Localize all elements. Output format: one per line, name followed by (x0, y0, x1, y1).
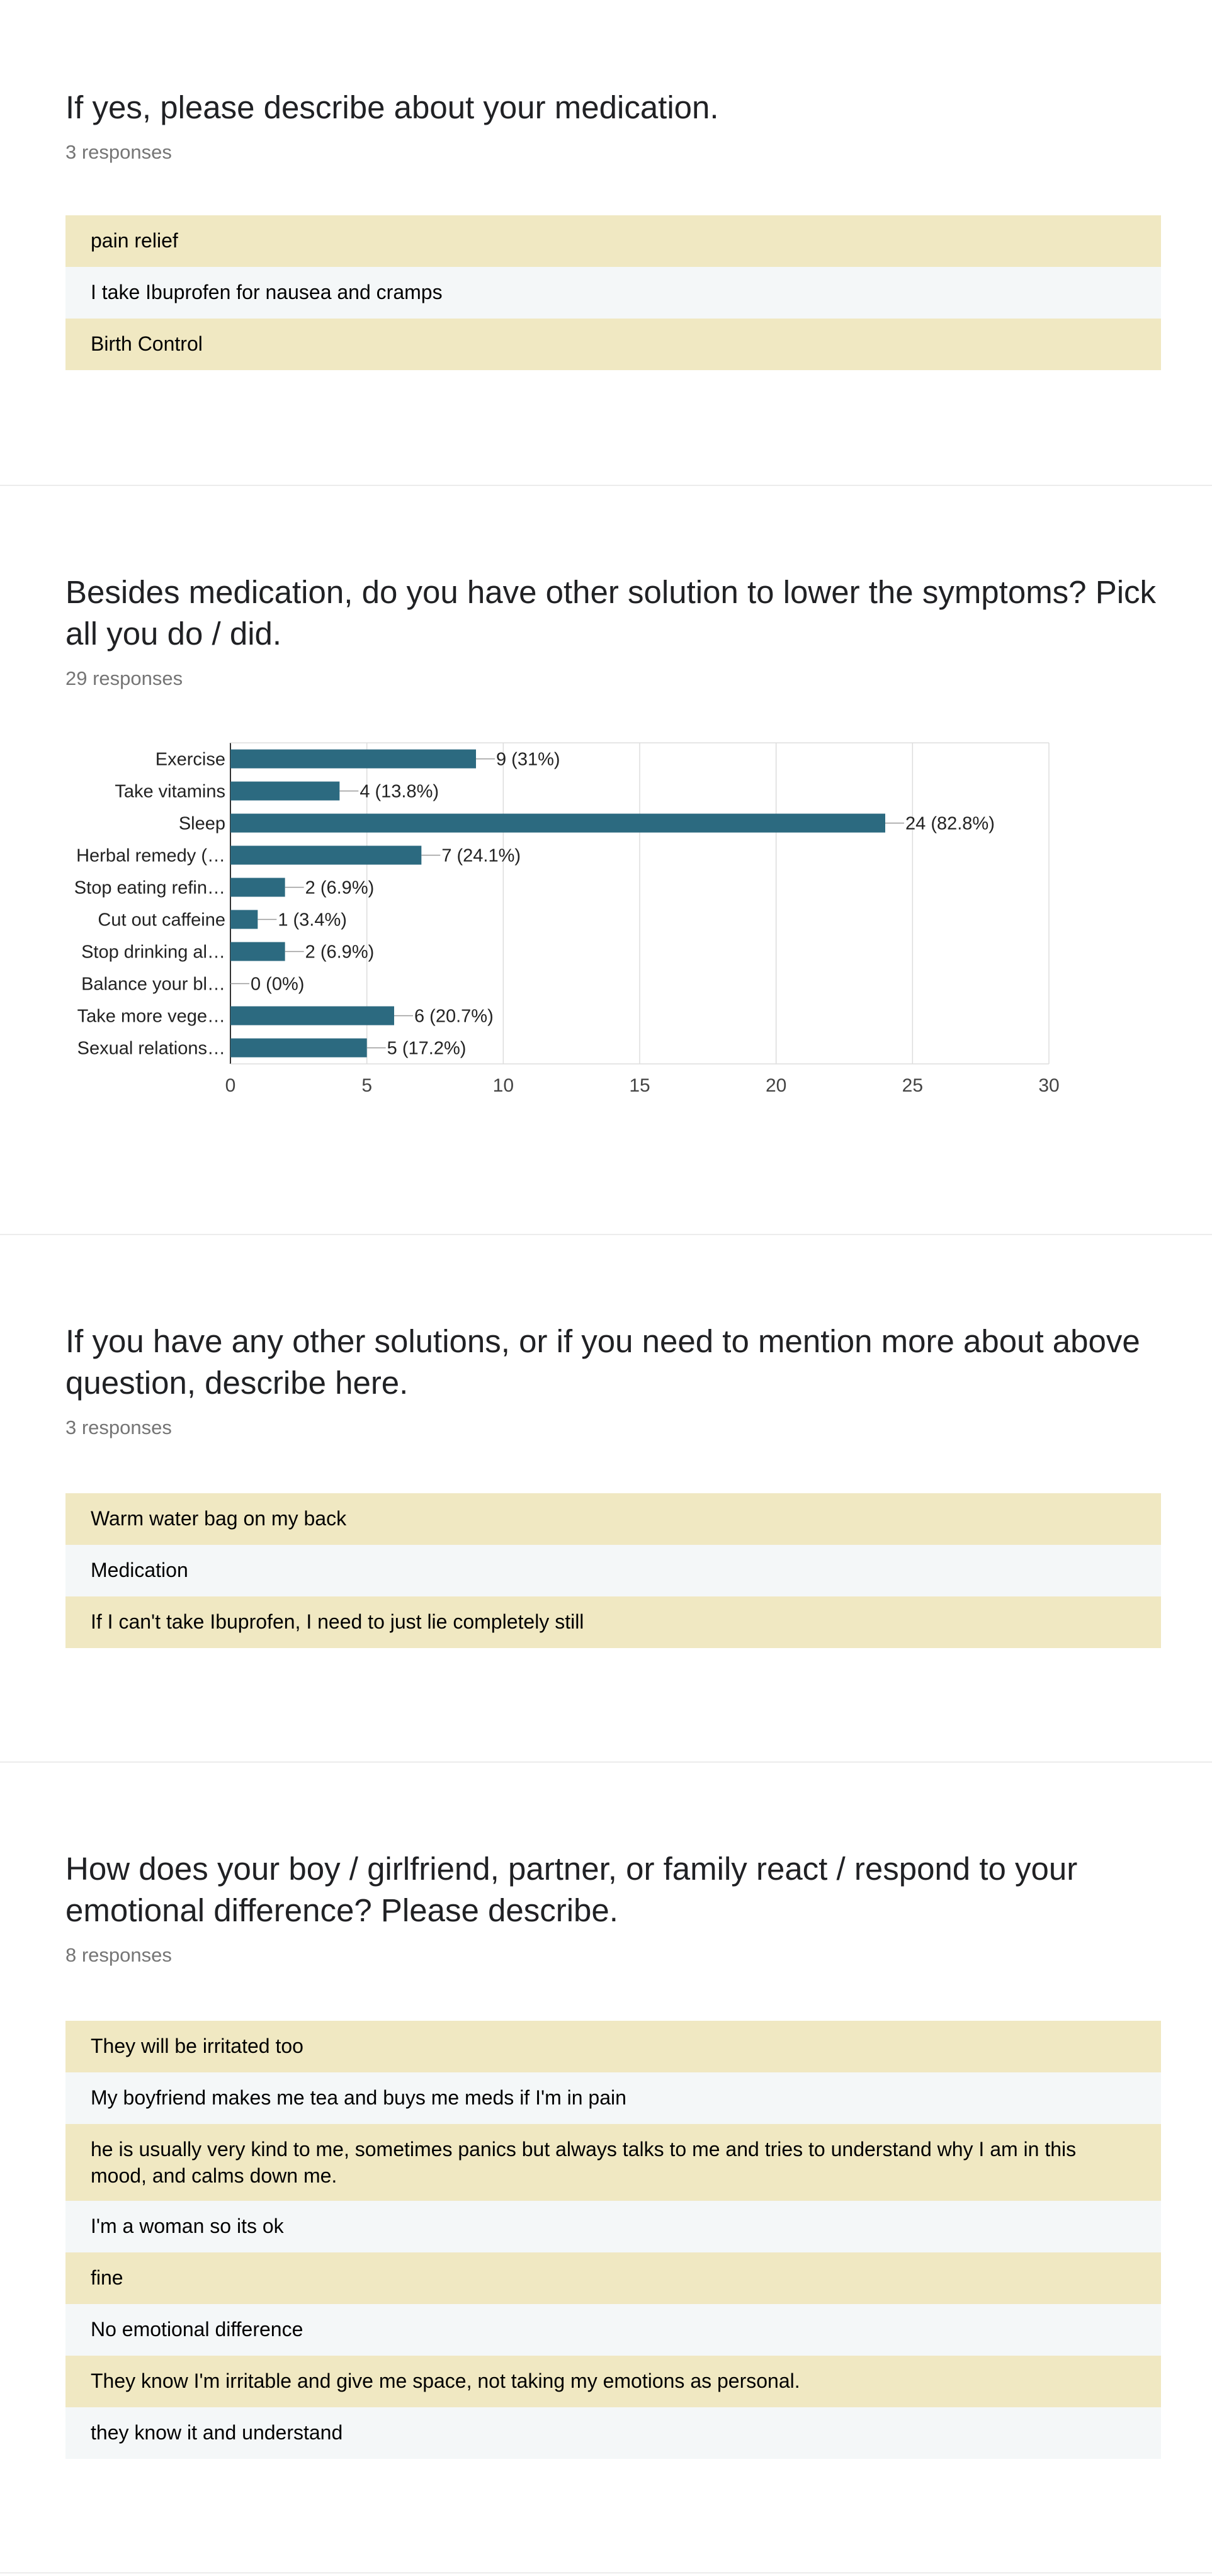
list-item: They know I'm irritable and give me space, not taking my emotions as personal. (65, 2356, 1161, 2407)
response-count: 29 responses (65, 667, 183, 689)
question-card-other-solutions (0, 486, 1212, 1234)
question-title: Besides medication, do you have other solution to lower the symptoms? Pick all you do / did. (65, 574, 1157, 652)
data-label: 9 (31%) (496, 749, 560, 770)
response-list (65, 215, 1161, 370)
y-category-label: Sleep (178, 813, 225, 834)
y-category-label: Cut out caffeine (98, 910, 225, 930)
list-item: They will be irritated too (65, 2021, 1161, 2072)
question-title: If you have any other solutions, or if you need to mention more about above question, describe here. (65, 1323, 1140, 1401)
bar (230, 846, 421, 865)
list-item: they know it and understand (65, 2407, 1161, 2459)
bar-chart (0, 730, 1212, 1171)
list-item: No emotional difference (65, 2304, 1161, 2356)
x-tick-label: 25 (902, 1075, 924, 1096)
chart-bars (230, 750, 904, 1058)
question-title: How does your boy / girlfriend, partner, or family react / respond to your emotional difference? Please describe. (65, 1851, 1078, 1928)
x-tick-label: 15 (629, 1075, 650, 1096)
y-category-label: Exercise (155, 749, 225, 770)
list-item: he is usually very kind to me, sometimes panics but always talks to me and tries to understand why I am in this mood, and calms down me. (65, 2124, 1161, 2201)
list-item: pain relief (65, 215, 1161, 267)
list-item: Birth Control (65, 319, 1161, 370)
data-label: 1 (3.4%) (278, 910, 347, 930)
y-category-label: Stop drinking al… (81, 942, 225, 963)
data-label: 6 (20.7%) (414, 1006, 494, 1027)
list-item: fine (65, 2252, 1161, 2304)
y-category-label: Take more vege… (77, 1006, 225, 1027)
question-card-medication (0, 0, 1212, 485)
bar (230, 878, 285, 897)
bar (230, 782, 339, 801)
y-category-label: Stop eating refin… (74, 878, 225, 898)
x-tick-label: 0 (225, 1075, 236, 1096)
x-tick-label: 5 (361, 1075, 373, 1096)
response-count: 3 responses (65, 141, 172, 163)
x-tick-label: 10 (492, 1075, 514, 1096)
list-item: Medication (65, 1545, 1161, 1596)
response-list (65, 2021, 1161, 2459)
y-category-label: Sexual relations… (77, 1038, 225, 1059)
response-count: 8 responses (65, 1944, 172, 1966)
list-item: My boyfriend makes me tea and buys me meds if I'm in pain (65, 2072, 1161, 2124)
y-category-label: Balance your bl… (81, 974, 225, 995)
y-category-label: Herbal remedy (… (76, 845, 225, 866)
data-label: 7 (24.1%) (441, 845, 521, 866)
bar (230, 750, 476, 769)
question-card-emotional-response (0, 1763, 1212, 2573)
data-label: 2 (6.9%) (305, 878, 375, 898)
bar (230, 1039, 367, 1058)
y-category-label: Take vitamins (115, 781, 225, 802)
data-label: 0 (0%) (251, 974, 305, 995)
bar (230, 942, 285, 961)
bar (230, 910, 258, 929)
chart-labels (74, 750, 1060, 1097)
x-tick-label: 20 (765, 1075, 787, 1096)
question-title: If yes, please describe about your medication. (65, 89, 719, 125)
section-divider (0, 2572, 1212, 2573)
bar (230, 814, 885, 833)
response-list (65, 1493, 1161, 1648)
data-label: 4 (13.8%) (360, 781, 439, 802)
data-label: 24 (82.8%) (905, 813, 995, 834)
list-item: Warm water bag on my back (65, 1493, 1161, 1545)
list-item: I'm a woman so its ok (65, 2201, 1161, 2252)
list-item: If I can't take Ibuprofen, I need to just lie completely still (65, 1596, 1161, 1648)
x-tick-label: 30 (1038, 1075, 1060, 1096)
list-item: I take Ibuprofen for nausea and cramps (65, 267, 1161, 319)
data-label: 2 (6.9%) (305, 942, 375, 963)
data-label: 5 (17.2%) (387, 1038, 467, 1059)
question-card-more-solutions (0, 1235, 1212, 1761)
response-count: 3 responses (65, 1416, 172, 1438)
bar (230, 1007, 394, 1025)
